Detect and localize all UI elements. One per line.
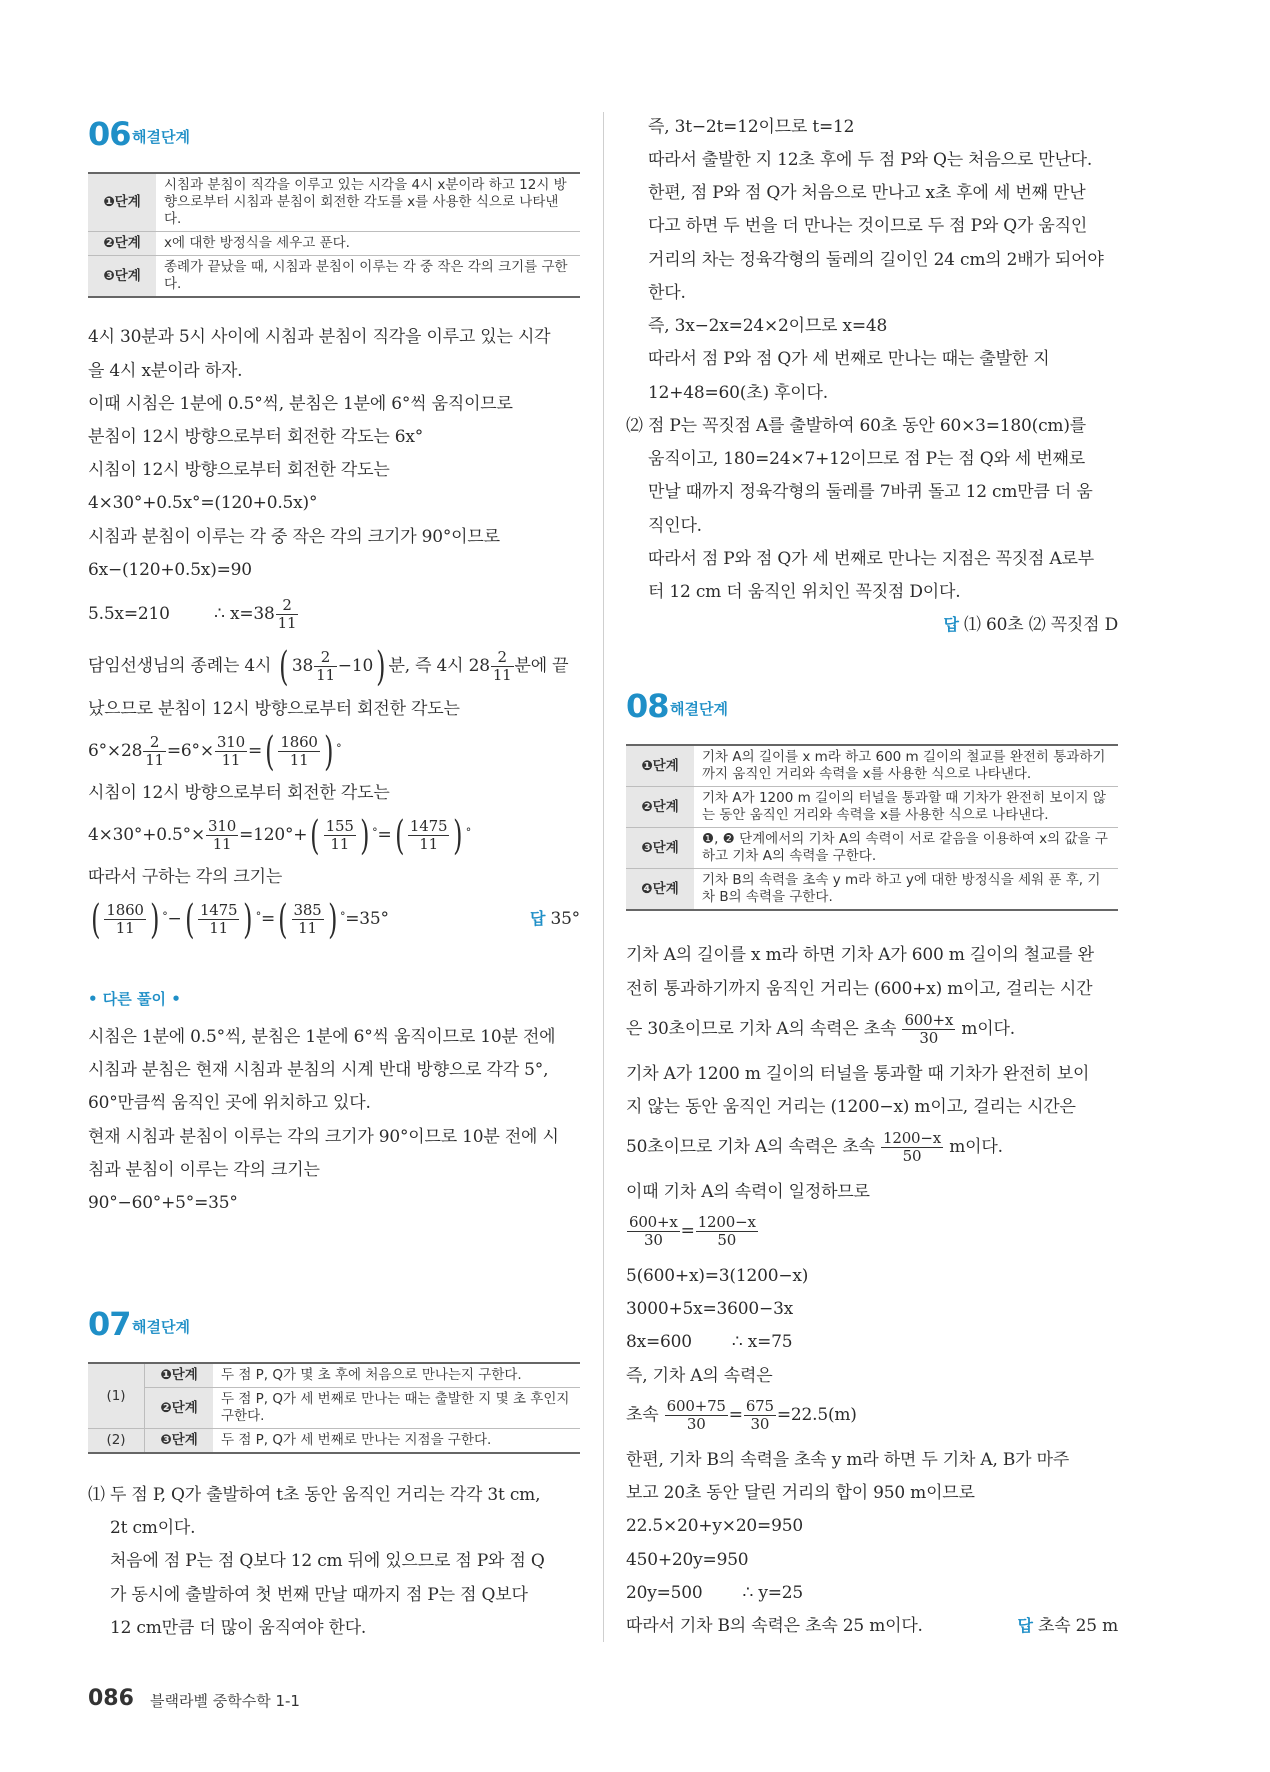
solution-line: 한편, 기차 B의 속력을 초속 y m라 하면 두 기차 A, B가 마주 — [626, 1450, 1070, 1470]
step-label: ❸단계 — [145, 1429, 214, 1454]
step-row — [88, 173, 580, 232]
answer: 답 ⑴ 60초 ⑵ 꼭짓점 D — [943, 615, 1118, 635]
step-text: 두 점 P, Q가 몇 초 후에 처음으로 만나는지 구한다. — [221, 1367, 522, 1383]
solution-line: 이때 기차 A의 속력이 일정하므로 — [626, 1182, 870, 1202]
solution-line: 가 동시에 출발하여 첫 번째 만날 때까지 점 P는 점 Q보다 — [110, 1585, 528, 1605]
equation-line: 6°×28 $\frac{2}{11}$ =6°× $\frac{310}{11}$ =( $\frac{1860}{11}$ ) ° — [88, 728, 342, 775]
left-column — [88, 0, 580, 1640]
solution-line: 5(600+x)=3(1200−x) — [626, 1266, 809, 1286]
equation-text: ∴ x=38 — [214, 604, 275, 624]
solution-line: 한편, 점 P와 점 Q가 처음으로 만나고 x초 후에 세 번째 만난 — [648, 183, 1086, 203]
step-text: 기차 B의 속력을 초속 y m라 하고 y에 대한 방정식을 세워 푼 후, 기차 B의 속력을 구한다. — [694, 869, 1118, 911]
solution-line: 기차 A의 길이를 x m라 하면 기차 A가 600 m 길이의 철교를 완 — [626, 945, 1094, 965]
equation-line: 4×30°+0.5°× $\frac{310}{11}$ =120°+( $\frac{155}{11}$ ) °=( $\frac{1475}{11}$ ) ° — [88, 812, 472, 859]
column-divider — [603, 112, 604, 1642]
solution-line: 따라서 구하는 각의 크기는 — [88, 867, 283, 887]
equation-line: 초속 $\frac{600+75}{30}$ = $\frac{675}{30}$ =22.5(m) — [626, 1397, 857, 1433]
solution-line: 시침이 12시 방향으로부터 회전한 각도는 — [88, 783, 390, 803]
solution-line: 처음에 점 P는 점 Q보다 12 cm 뒤에 있으므로 점 P와 점 Q — [110, 1551, 545, 1571]
steps-table-08 — [626, 744, 1118, 911]
solution-line: 따라서 점 P와 점 Q가 세 번째로 만나는 때는 출발한 지 — [648, 349, 1050, 369]
equation-line: 은 30초이므로 기차 A의 속력은 초속 $\frac{600+x}{30}$ m이다. — [626, 1011, 1015, 1047]
section-title-08: 해결단계 — [670, 700, 728, 718]
solution-line: 다고 하면 두 번을 더 만나는 것이므로 두 점 P와 Q가 움직인 — [648, 216, 1088, 236]
alt-line: 시침과 분침은 현재 시침과 분침의 시계 반대 방향으로 각각 5°, — [88, 1060, 549, 1080]
solution-line: 4×30°+0.5x°=(120+0.5x)° — [88, 493, 318, 513]
step-group: (2) — [88, 1429, 145, 1454]
steps-table-06 — [88, 172, 580, 298]
step-text: 두 점 P, Q가 세 번째로 만나는 때는 출발한 지 몇 초 후인지 구한다. — [213, 1388, 580, 1429]
step-label: ❶단계 — [88, 173, 156, 232]
answer: 답 35° — [529, 909, 580, 929]
step-row — [626, 745, 1118, 787]
section-title-07: 해결단계 — [132, 1318, 190, 1336]
solution-line: 분침이 12시 방향으로부터 회전한 각도는 6x° — [88, 427, 424, 447]
section-number-08: 08 — [626, 687, 669, 725]
section-number-06: 06 — [88, 115, 131, 153]
step-text: 두 점 P, Q가 세 번째로 만나는 지점을 구한다. — [213, 1429, 580, 1454]
solution-line: 직인다. — [648, 516, 702, 536]
step-label: ❷단계 — [626, 787, 694, 828]
step-row — [88, 1429, 580, 1454]
solution-line: 12 cm만큼 더 많이 움직여야 한다. — [110, 1618, 367, 1638]
step-label: ❸단계 — [88, 256, 156, 298]
solution-line: 즉, 3x−2x=24×2이므로 x=48 — [648, 316, 888, 336]
solution-line: 만날 때까지 정육각형의 둘레를 7바퀴 돌고 12 cm만큼 더 움 — [648, 482, 1093, 502]
solution-line: ⑵ 점 P는 꼭짓점 A를 출발하여 60초 동안 60×3=180(cm)를 — [626, 416, 1086, 436]
equation-line: 20y=500 ∴ y=25 — [626, 1583, 804, 1603]
solution-line: 22.5×20+y×20=950 — [626, 1516, 803, 1536]
solution-line: 즉, 3t−2t=12이므로 t=12 — [648, 117, 855, 137]
section-number-07: 07 — [88, 1305, 131, 1343]
step-label: ❶단계 — [145, 1363, 214, 1388]
solution-line: 전히 통과하기까지 움직인 거리는 (600+x) m이고, 걸리는 시간 — [626, 979, 1093, 999]
solution-line: 터 12 cm 더 움직인 위치인 꼭짓점 D이다. — [648, 582, 961, 602]
solution-line: 을 4시 x분이라 하자. — [88, 361, 243, 381]
solution-line: ⑴ 두 점 P, Q가 출발하여 t초 동안 움직인 거리는 각각 3t cm, — [88, 1485, 541, 1505]
solution-line: 한다. — [648, 283, 686, 303]
alt-line: 90°−60°+5°=35° — [88, 1193, 238, 1213]
alt-line: 침과 분침이 이루는 각의 크기는 — [88, 1160, 320, 1180]
equation-text: 5.5x=210 — [88, 604, 170, 624]
solution-line: 따라서 출발한 지 12초 후에 두 점 P와 Q는 처음으로 만난다. — [648, 150, 1093, 170]
step-label: ❶단계 — [626, 745, 694, 787]
equation-line — [88, 592, 299, 636]
step-text: x에 대한 방정식을 세우고 푼다. — [156, 232, 580, 256]
solution-line: 보고 20초 동안 달린 거리의 합이 950 m이므로 — [626, 1483, 975, 1503]
step-row — [88, 232, 580, 256]
solution-line: 났으므로 분침이 12시 방향으로부터 회전한 각도는 — [88, 699, 460, 719]
equation-line: ( $\frac{1860}{11}$ ) °−( $\frac{1475}{11}$ ) °=( $\frac{385}{11}$ ) °=35° 답 35° — [91, 896, 580, 943]
step-text: 시침과 분침이 직각을 이루고 있는 시각을 4시 x분이라 하고 12시 방향으로부터 시침과 분침이 회전한 각도를 x를 사용한 식으로 나타낸다. — [164, 177, 567, 227]
solution-line: 이때 시침은 1분에 0.5°씩, 분침은 1분에 6°씩 움직이므로 — [88, 394, 513, 414]
solution-line: 따라서 기차 B의 속력은 초속 25 m이다. — [626, 1616, 923, 1636]
step-row — [88, 256, 580, 298]
solution-line: 2t cm이다. — [110, 1518, 196, 1538]
equation-line: 50초이므로 기차 A의 속력은 초속 $\frac{1200-x}{50}$ m이다. — [626, 1129, 1003, 1165]
book-title: 블랙라벨 중학수학 1-1 — [150, 1692, 300, 1710]
alt-line: 현재 시침과 분침이 이루는 각의 크기가 90°이므로 10분 전에 시 — [88, 1127, 559, 1147]
solution-line: 시침이 12시 방향으로부터 회전한 각도는 — [88, 460, 390, 480]
steps-table-07 — [88, 1362, 580, 1454]
solution-line: 따라서 점 P와 점 Q가 세 번째로 만나는 지점은 꼭짓점 A로부 — [648, 549, 1094, 569]
answer: 답 초속 25 m — [1017, 1616, 1118, 1636]
page-number: 086 — [88, 1686, 134, 1711]
step-row — [88, 1363, 580, 1388]
alt-line: 시침은 1분에 0.5°씩, 분침은 1분에 6°씩 움직이므로 10분 전에 — [88, 1027, 556, 1047]
solution-line: 시침과 분침이 이루는 각 중 작은 각의 크기가 90°이므로 — [88, 527, 500, 547]
step-row — [626, 869, 1118, 911]
step-text: 기차 A의 길이를 x m라 하고 600 m 길이의 철교를 완전히 통과하기까지 움직인 거리와 속력을 x를 사용한 식으로 나타낸다. — [702, 749, 1106, 782]
step-text: 기차 A가 1200 m 길이의 터널을 통과할 때 기차가 완전히 보이지 않는 동안 움직인 거리와 속력을 x를 사용한 식으로 나타낸다. — [694, 787, 1118, 828]
step-group: (1) — [88, 1363, 145, 1429]
fraction: $\frac{2}{11}$ — [277, 596, 297, 632]
solution-line: 즉, 기차 A의 속력은 — [626, 1366, 773, 1386]
solution-line: 450+20y=950 — [626, 1550, 749, 1570]
solution-line: 거리의 차는 정육각형의 둘레의 길이인 24 cm의 2배가 되어야 — [648, 250, 1104, 270]
equation-line: $\frac{600+x}{30}$ = $\frac{1200-x}{50}$ — [629, 1213, 756, 1249]
section-title-06: 해결단계 — [132, 128, 190, 146]
right-column — [626, 0, 1118, 1640]
step-row — [88, 1388, 580, 1429]
solution-line: 3000+5x=3600−3x — [626, 1299, 794, 1319]
step-label: ❷단계 — [145, 1388, 214, 1429]
solution-line: 4시 30분과 5시 사이에 시침과 분침이 직각을 이루고 있는 시각 — [88, 327, 551, 347]
step-label: ❷단계 — [88, 232, 156, 256]
step-label: ❹단계 — [626, 869, 694, 911]
alt-line: 60°만큼씩 움직인 곳에 위치하고 있다. — [88, 1093, 371, 1113]
step-label: ❸단계 — [626, 828, 694, 869]
solution-line: 움직이고, 180=24×7+12이므로 점 P는 점 Q와 세 번째로 — [648, 449, 1085, 469]
solution-line: 12+48=60(초) 후이다. — [648, 383, 828, 403]
solution-line: 지 않는 동안 움직인 거리는 (1200−x) m이고, 걸리는 시간은 — [626, 1097, 1076, 1117]
step-row — [626, 787, 1118, 828]
step-text: 종례가 끝났을 때, 시침과 분침이 이루는 각 중 작은 각의 크기를 구한다. — [156, 256, 580, 298]
alt-solution-title: • 다른 풀이 • — [88, 990, 181, 1008]
solution-line: 기차 A가 1200 m 길이의 터널을 통과할 때 기차가 완전히 보이 — [626, 1064, 1090, 1084]
solution-line: 6x−(120+0.5x)=90 — [88, 560, 252, 580]
step-text: ❶, ❷ 단계에서의 기차 A의 속력이 서로 같음을 이용하여 x의 값을 구하고 기차 A의 속력을 구한다. — [694, 828, 1118, 869]
equation-line: 담임선생님의 종례는 4시 ( 38 $\frac{2}{11}$ −10) 분, 즉 4시 28 $\frac{2}{11}$ 분에 끝 — [88, 643, 569, 690]
step-row — [626, 828, 1118, 869]
equation-line: 8x=600 ∴ x=75 — [626, 1332, 793, 1352]
